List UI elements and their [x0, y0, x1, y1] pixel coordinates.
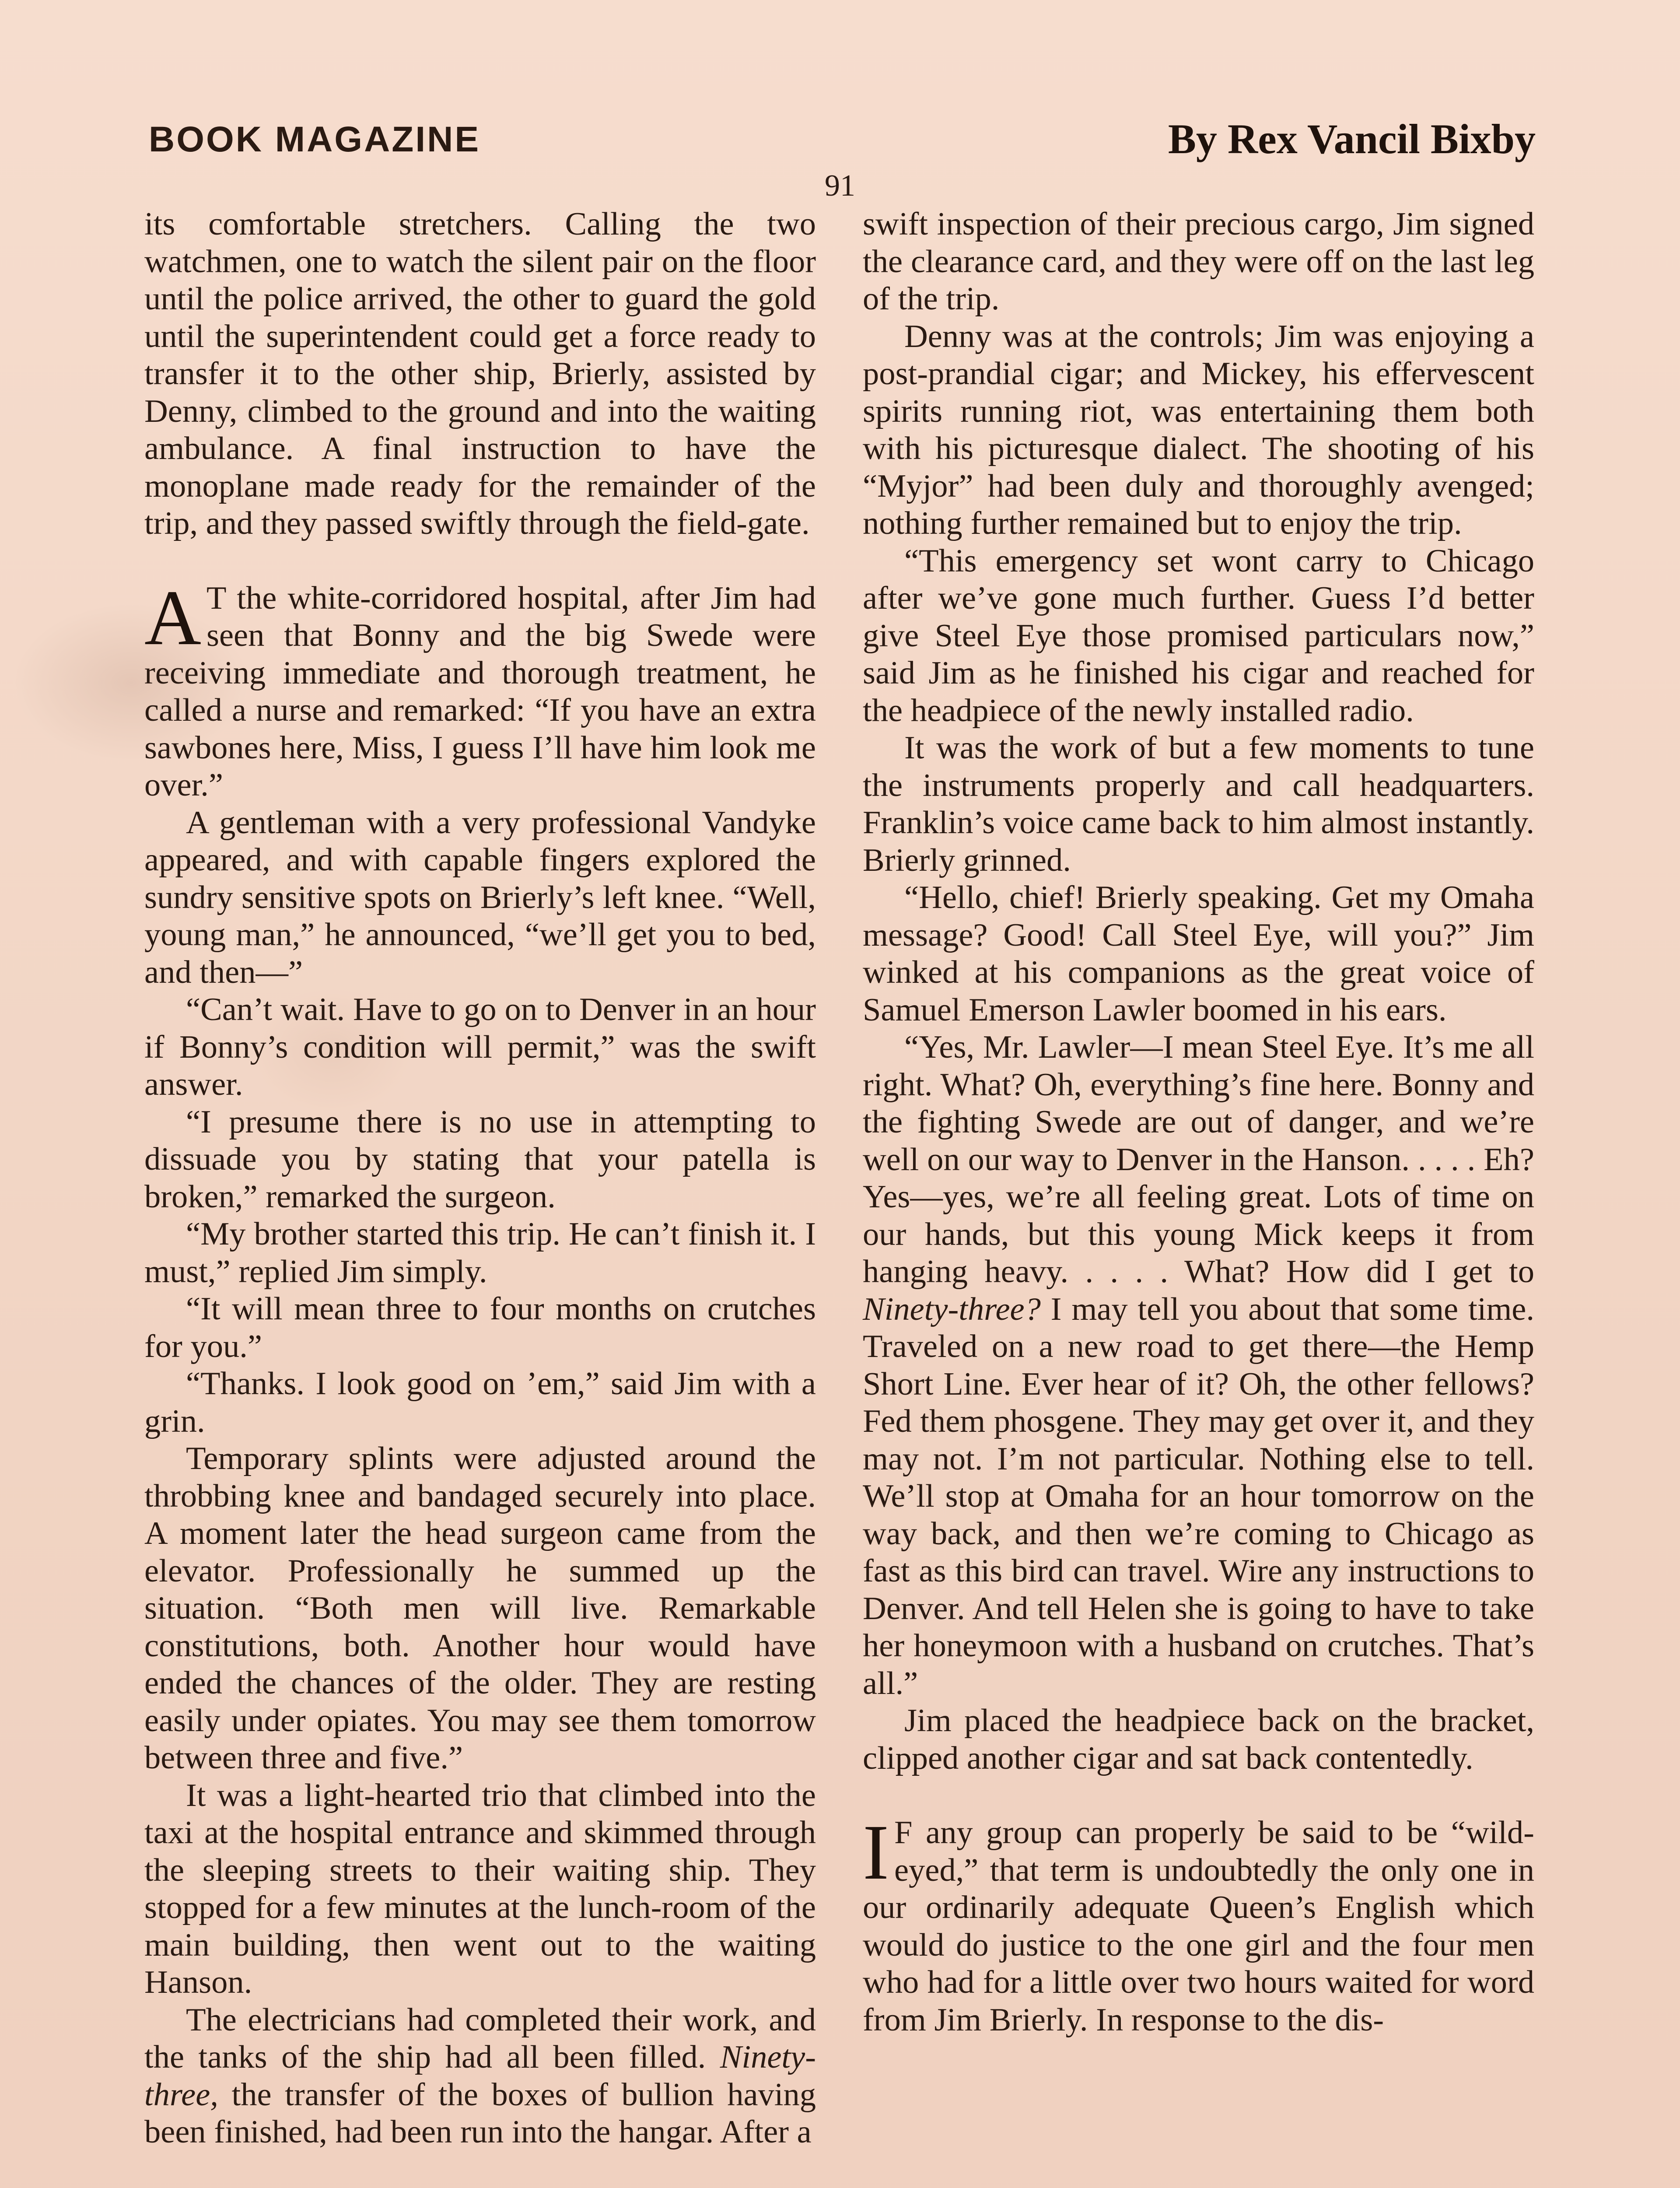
ship-name-italic: Ninety-three?	[863, 1291, 1041, 1327]
page-number: 91	[825, 169, 855, 203]
left-column	[144, 206, 816, 2188]
paragraph: Temporary splints were adjusted around the throbbing knee and bandaged securely into place. A moment later the head surgeon came from the elevator. Professionally he summed up the situation. “Both men will live. Remarkable constitutions, both. Another hour would have ended the chances of the older. They are resting easily under opiates. You may see them tomorrow between three and five.”	[144, 1441, 816, 1776]
right-column	[863, 206, 1534, 2188]
paragraph: its comfortable stretchers. Calling the two watchmen, one to watch the silent pair on the floor until the police arrived, the other to guard the gold until the superintendent could get a force ready to transfer it to the other ship, Brierly, assisted by Denny, climbed to the ground and into the waiting ambulance. A final instruction to have the monoplane made ready for the remainder of the trip, and they passed swiftly through the field-gate.	[144, 206, 816, 541]
drop-cap: I	[863, 1809, 889, 1896]
paragraph: “Hello, chief! Brierly speaking. Get my Omaha message? Good! Call Steel Eye, will you?” Jim winked at his companions as the great voice of Samuel Emerson Lawler boomed in his ears.	[863, 880, 1534, 1028]
paragraph: swift inspection of their precious cargo, Jim signed the clearance card, and they were off on the last leg of the trip.	[863, 206, 1534, 317]
paragraph-text: F any group can properly be said to be “wild-eyed,” that term is undoubtedly the only one in our ordinarily adequate Queen’s English which would do justice to the one girl and the four men who had for a little over two hours waited for word from Jim Brierly. In response to the dis-	[863, 1815, 1534, 2038]
paragraph-text: T the white-corridored hospital, after Jim had seen that Bonny and the big Swede were receiving immediate and thorough treatment, he called a nurse and remarked: “If you have an extra sawbones here, Miss, I guess I’ll have him look me over.”	[144, 580, 816, 803]
paragraph: Jim placed the headpiece back on the bracket, clipped another cigar and sat back contentedly.	[863, 1703, 1534, 1776]
paragraph-section-start	[144, 574, 816, 804]
paragraph-section-start	[863, 1809, 1534, 2039]
paragraph-text: I may tell you about that some time. Traveled on a new road to get there—the Hemp Short Line. Ever hear of it? Oh, the other fellows? Fed them phosgene. They may get over it, and they may not. I’m not particular. Nothing else to tell. We’ll stop at Omaha for an hour tomorrow on the way back, and then we’re coming to Chicago as fast as this bird can travel. Wire any instructions to Denver. And tell Helen she is going to have to take her honeymoon with a husband on crutches. That’s all.”	[863, 1291, 1534, 1701]
paragraph	[863, 1029, 1534, 1702]
paragraph: A gentleman with a very professional Vandyke appeared, and with capable fingers explored the sundry sensitive spots on Brierly’s left knee. “Well, young man,” he announced, “we’ll get you to bed, and then—”	[144, 804, 816, 990]
paragraph: It was the work of but a few moments to tune the instruments properly and call headquarters. Franklin’s voice came back to him almost instantly. Brierly grinned.	[863, 730, 1534, 878]
paragraph-text: The electricians had completed their work, and the tanks of the ship had all been filled.	[144, 2002, 816, 2075]
author-byline: By Rex Vancil Bixby	[1168, 116, 1536, 162]
paragraph: “This emergency set wont carry to Chicago after we’ve gone much further. Guess I’d better give Steel Eye those promised particulars now,” said Jim as he finished his cigar and reached for the headpiece of the newly installed radio.	[863, 543, 1534, 729]
paragraph-text: the transfer of the boxes of bullion having been finished, had been run into the hangar. After a	[144, 2076, 816, 2150]
paragraph: “Thanks. I look good on ’em,” said Jim with a grin.	[144, 1366, 816, 1439]
paragraph: “I presume there is no use in attempting to dissuade you by stating that your patella is broken,” remarked the surgeon.	[144, 1104, 816, 1215]
drop-cap: A	[144, 574, 201, 661]
paragraph: “It will mean three to four months on crutches for you.”	[144, 1291, 816, 1364]
paragraph-text: “Yes, Mr. Lawler—I mean Steel Eye. It’s me all right. What? Oh, everything’s fine here. Bonny and the fighting Swede are out of danger, and we’re well on our way to Denver in the Hanson. . . . . Eh? Yes—yes, we’re all feeling great. Lots of time on our hands, but this young Mick keeps it from hanging heavy. . . . . What? How did I get to	[863, 1029, 1534, 1290]
paragraph: “My brother started this trip. He can’t finish it. I must,” replied Jim simply.	[144, 1216, 816, 1290]
magazine-title: BOOK MAGAZINE	[149, 119, 481, 159]
paragraph: It was a light-hearted trio that climbed into the taxi at the hospital entrance and skimmed through the sleeping streets to their waiting ship. They stopped for a few minutes at the lunch-room of the main building, then went out to the waiting Hanson.	[144, 1777, 816, 2000]
page-header	[144, 115, 1536, 163]
paragraph	[144, 2002, 816, 2151]
ship-name-italic: Ninety-three,	[144, 2039, 816, 2113]
paragraph: “Can’t wait. Have to go on to Denver in an hour if Bonny’s condition will permit,” was the swift answer.	[144, 992, 816, 1102]
paragraph: Denny was at the controls; Jim was enjoying a post-prandial cigar; and Mickey, his effervescent spirits running riot, was entertaining them both with his picturesque dialect. The shooting of his “Myjor” had been duly and thoroughly avenged; nothing further remained but to enjoy the trip.	[863, 318, 1534, 541]
